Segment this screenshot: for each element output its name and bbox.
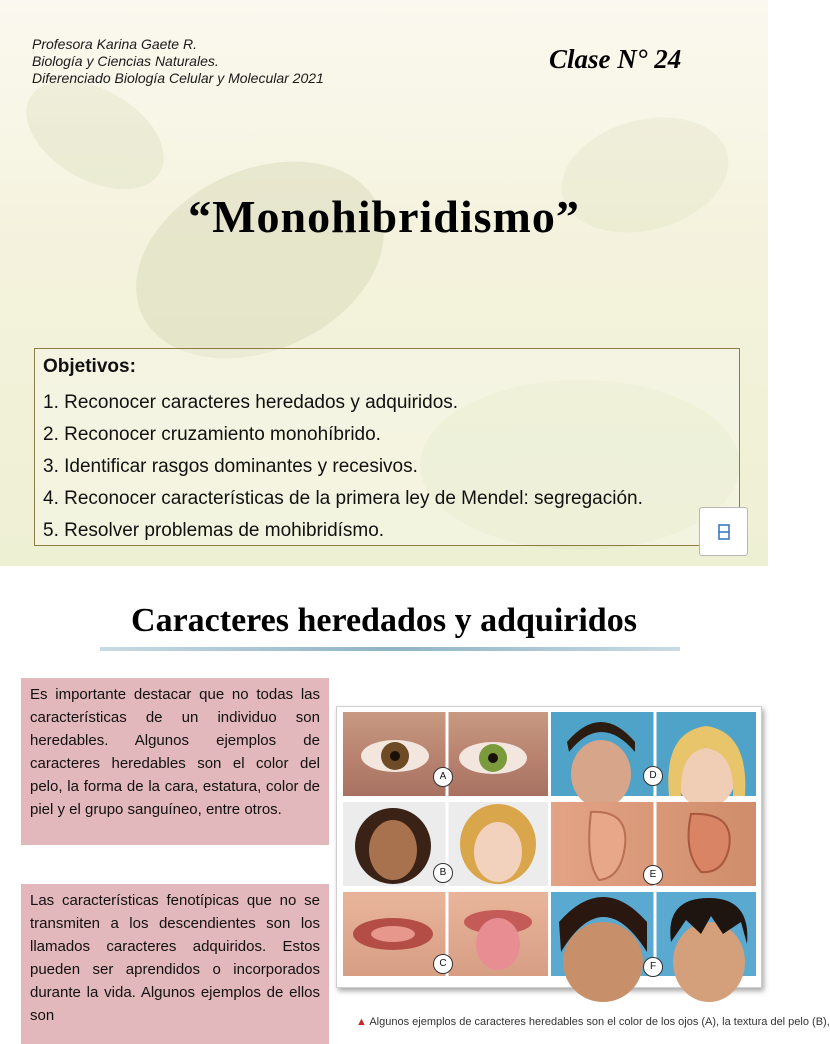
slide-caracteres	[0, 566, 830, 1028]
label-badge: D	[643, 766, 663, 786]
caption-text: Algunos ejemplos de caracteres heredables son el color de los ojos (A), la textura del pelo (B),	[369, 1016, 830, 1028]
objectives-box	[34, 348, 740, 546]
objective-item: 1. Reconocer caracteres heredados y adquiridos.	[43, 392, 459, 413]
text-box-acquired: Las características fenotípicas que no se transmiten a los descendientes son los llamados caracteres adquiridos. Estos pueden ser aprendidos o incorporados durante la vida. Algunos ejemplos de ellos son	[21, 884, 329, 1044]
course-name: Diferenciado Biología Celular y Molecular 2021	[32, 70, 324, 86]
slide-title: “Monohibridismo”	[188, 191, 580, 242]
label-badge: F	[643, 957, 663, 977]
traits-photo-panel	[336, 706, 762, 988]
subject-name: Biología y Ciencias Naturales.	[32, 53, 219, 69]
text-box-inherited: Es importante destacar que no todas las características de un individuo son heredables. Algunos ejemplos de caracteres heredables son el color del pelo, la forma de la cara, estatura, color de piel y el grupo sanguíneo, entre otros.	[21, 678, 329, 845]
teacher-name: Profesora Karina Gaete R.	[32, 36, 197, 52]
bookmark-button[interactable]	[699, 507, 748, 556]
class-number: Clase N° 24	[549, 44, 682, 74]
objective-item: 2. Reconocer cruzamiento monohíbrido.	[43, 424, 381, 445]
label-badge: C	[433, 954, 453, 974]
teacher-info	[32, 36, 324, 87]
label-badge: B	[433, 863, 453, 883]
label-badge: A	[433, 767, 453, 787]
section-title: Caracteres heredados y adquiridos	[131, 602, 637, 639]
objective-item: 4. Reconocer características de la primera ley de Mendel: segregación.	[43, 488, 643, 509]
objectives-heading: Objetivos:	[43, 356, 136, 377]
label-badge: E	[643, 865, 663, 885]
figure-caption	[356, 1016, 830, 1028]
objective-item: 5. Resolver problemas de mohibridísmo.	[43, 520, 385, 541]
bookmark-icon	[717, 524, 731, 540]
caption-marker: ▲	[356, 1016, 367, 1028]
objective-item: 3. Identificar rasgos dominantes y recesivos.	[43, 456, 418, 477]
title-underline	[100, 647, 680, 651]
